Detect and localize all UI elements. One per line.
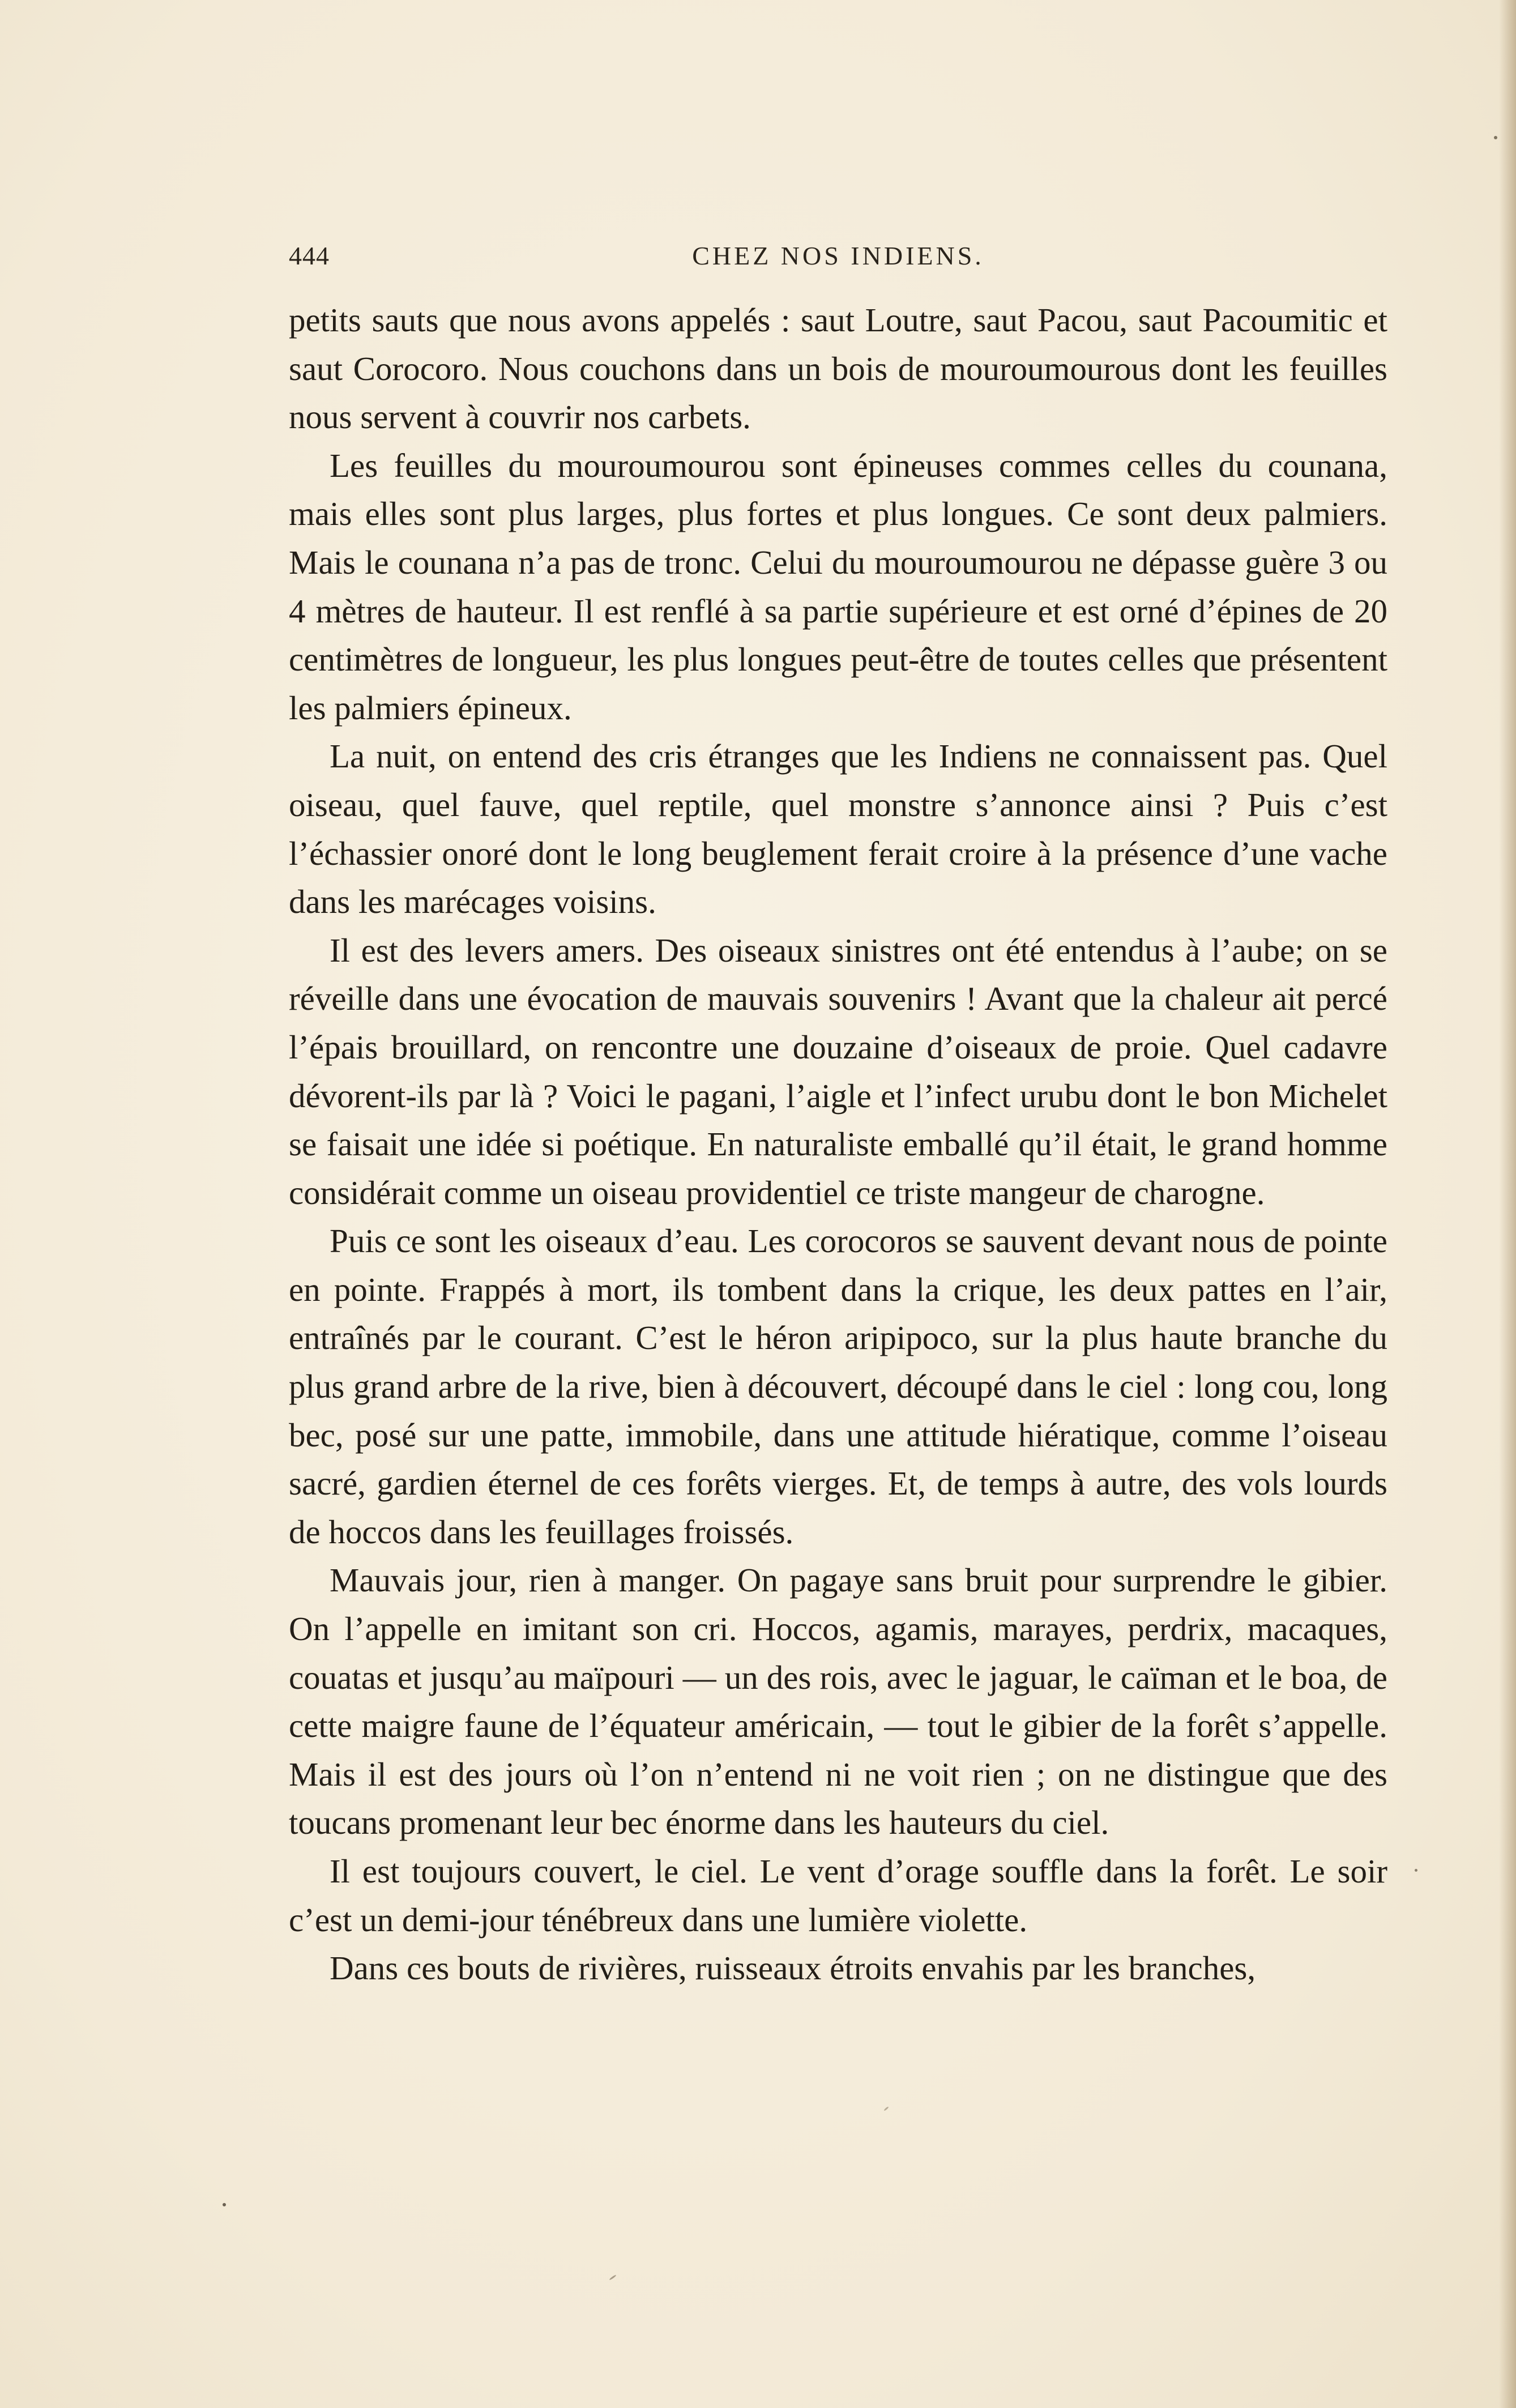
paragraph: Les feuilles du mouroumourou sont épineuses commes celles du counana, mais elles sont plus larges, plus fortes et plus longues. Ce sont deux palmiers. Mais le counana n’a pas de tronc. Celui du mouroumourou ne dépasse guère 3 ou 4 mètres de hauteur. Il est renflé à sa partie supérieure et est orné d’épines de 20 centimètres de longueur, les plus longues peut-être de toutes celles que présentent les palmiers épineux. <box>289 446 1387 727</box>
body-text <box>289 296 1387 1993</box>
paragraph: Il est des levers amers. Des oiseaux sinistres ont été entendus à l’aube; on se réveille dans une évocation de mauvais souvenirs ! Avant que la chaleur ait percé l’épais brouillard, on rencontre une douzaine d’oiseaux de proie. Quel cadavre dévorent-ils par là ? Voici le pagani, l’aigle et l’infect urubu dont le bon Michelet se faisait une idée si poétique. En naturaliste emballé qu’il était, le grand homme considérait comme un oiseau providentiel ce triste mangeur de charogne. <box>289 931 1387 1211</box>
paragraph: Mauvais jour, rien à manger. On pagaye sans bruit pour surprendre le gibier. On l’appelle en imitant son cri. Hoccos, agamis, marayes, perdrix, macaques, couatas et jusqu’au maïpouri — un des rois, avec le jaguar, le caïman et le boa, de cette maigre faune de l’équateur américain, — tout le gibier de la forêt s’appelle. Mais il est des jours où l’on n’entend ni ne voit rien ; on ne distingue que des toucans promenant leur bec énorme dans les hauteurs du ciel. <box>289 1561 1387 1842</box>
paper-speck <box>1494 136 1497 139</box>
paper-speck <box>223 2203 226 2206</box>
paper-speck <box>609 2274 616 2280</box>
page-number: 444 <box>289 241 330 270</box>
running-header <box>289 229 1387 280</box>
running-title: CHEZ NOS INDIENS. <box>692 241 984 270</box>
paper-speck <box>883 2106 889 2111</box>
paragraph: La nuit, on entend des cris étranges que les Indiens ne connaissent pas. Quel oiseau, quel fauve, quel reptile, quel monstre s’annonce ainsi ? Puis c’est l’échassier onoré dont le long beuglement ferait croire à la présence d’une vache dans les marécages voisins. <box>289 737 1387 921</box>
paper-speck <box>1415 1869 1417 1872</box>
paragraph: Dans ces bouts de rivières, ruisseaux étroits envahis par les branches, <box>330 1949 1256 1987</box>
paragraph: Puis ce sont les oiseaux d’eau. Les corocoros se sauvent devant nous de pointe en pointe. Frappés à mort, ils tombent dans la crique, les deux pattes en l’air, entraînés par le courant. C’est le héron aripipoco, sur la plus haute branche du plus grand arbre de la rive, bien à découvert, découpé dans le ciel : long cou, long bec, posé sur une patte, immobile, dans une attitude hiératique, comme l’oiseau sacré, gardien éternel de ces forêts vierges. Et, de temps à autre, des vols lourds de hoccos dans les feuillages froissés. <box>289 1222 1387 1551</box>
paragraph: petits sauts que nous avons appelés : saut Loutre, saut Pacou, saut Pacoumitic et saut Corocoro. Nous couchons dans un bois de mouroumourous dont les feuilles nous servent à couvrir nos carbets. <box>289 301 1387 436</box>
page-edge-shadow <box>1499 0 1516 2408</box>
paragraph: Il est toujours couvert, le ciel. Le vent d’orage souffle dans la forêt. Le soir c’est un demi-jour ténébreux dans une lumière violette. <box>289 1852 1387 1939</box>
